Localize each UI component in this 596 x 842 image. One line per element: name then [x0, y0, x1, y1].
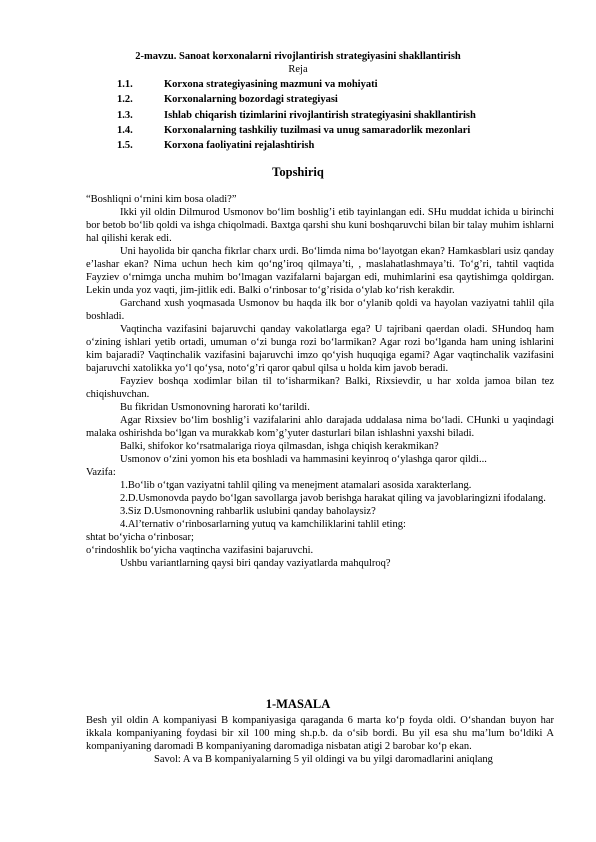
plan-list	[117, 77, 557, 153]
vazifa-label: Vazifa:	[86, 467, 116, 478]
masala-question: Savol: A va B kompaniyalarning 5 yil oldingi va bu yilgi daromadlarini aniqlang	[154, 754, 493, 765]
masala-heading: 1-MASALA	[265, 697, 331, 711]
plan-item	[117, 92, 557, 107]
task-paragraph: Vaqtincha vazifasini bajaruvchi qanday vakolatlarga ega? U tajribani qaerdan oladi. SHundoq ham o‘zining ishlari yetib ortadi, umuman o‘zi bunga rozi bo‘larmikan? Agar rozi bo‘lganda ham uning ishlarini kim bajaradi? Vaqtinchalik vazifasini bajaruvchi imzo qo‘yish huquqiga egami? Agar vaqtinchalik vazifasini bajaruvchi xatolikka yo‘l qo‘ysa, noto‘g’ri qaror qabul qilsa u holda kim javob beradi.	[86, 324, 554, 374]
plan-item-text: Korxona strategiyasining mazmuni va mohiyati	[164, 79, 378, 90]
plan-item	[117, 108, 557, 123]
closing-question: Ushbu variantlarning qaysi biri qanday vaziyatlarda mahqulroq?	[120, 558, 391, 569]
plan-item	[117, 123, 557, 138]
task-body	[86, 193, 554, 570]
plan-item-text: Korxonalarning tashkiliy tuzilmasi va unug samaradorlik mezonlari	[164, 124, 471, 136]
plan-item	[117, 138, 557, 153]
plan-item-text: Ishlab chiqarish tizimlarini rivojlantirish strategiyasini shakllantirish	[164, 109, 476, 121]
task-paragraph: Balki, shifokor ko‘rsatmalariga rioya qilmasdan, ishga chiqish kerakmikan?	[120, 441, 439, 452]
plan-item-number: 1.5.	[117, 140, 133, 152]
vazifa-item: 3.Siz D.Usmonovning rahbarlik uslubini qanday baholaysiz?	[120, 506, 376, 517]
plan-item	[117, 77, 557, 92]
masala-paragraph: Besh yil oldin A kompaniyasi B kompaniyasiga qaraganda 6 marta ko‘p foyda oldi. O‘shandan buyon har ikkala kompaniyaning foydasi bir xil 100 ming sh.p.b. da o‘sib bordi. Bu yil esa shu ma’lum bo‘ldiki A kompaniyaning daromadi B kompaniyaning daromadiga nisbatan atigi 2 barobar ko‘p ekan.	[86, 715, 554, 752]
task-paragraph: Ikki yil oldin Dilmurod Usmonov bo‘lim boshlig’i etib tayinlangan edi. SHu muddat ichida u birinchi bor betob bo‘lib qoldi va ishga chiqolmadi. Baxtga qarshi shu kuni boshqaruvchi bilan bir talay muhim ishlarni hal qilishi kerak edi.	[86, 207, 554, 244]
task-paragraph: Uni hayolida bir qancha fikrlar charx urdi. Bo‘limda nima bo‘layotgan ekan? Hamkasblari usiz qanday e’lashar ekan? Nima uchun hech kim qo‘ng’iroq qilmaya’ti, , maslahatlashmaya’ti. To‘g’ri, tahtil vaqtida Fayziev o‘rnimga uncha muhim bo‘lmagan vazifalarni bajargan edi, muhimlarini esa qaytishimga qoldirgan. Lekin unda yoz vaqti, jim-jitlik edi. Balki o‘rinbosar to‘g’risida o‘ylab ko‘rish kerakdir.	[86, 246, 554, 296]
masala-body	[86, 714, 554, 766]
vazifa-item: 1.Bo‘lib o‘tgan vaziyatni tahlil qiling va menejment atamalari asosida xarakterlang.	[120, 480, 472, 491]
task-paragraph: Bu fikridan Usmonovning harorati ko‘tarildi.	[120, 402, 310, 413]
plan-item-text: Korxonalarning bozordagi strategiyasi	[164, 94, 338, 106]
vazifa-item: 4.Al’ternativ o‘rinbosarlarning yutuq va kamchiliklarini tahlil eting:	[120, 519, 406, 530]
plan-item-number: 1.2.	[117, 94, 133, 106]
task-heading: Topshiriq	[272, 165, 324, 179]
plan-item-number: 1.1.	[117, 79, 133, 90]
task-paragraph: Usmonov o‘zini yomon his eta boshladi va hammasini keyinroq o‘ylashga qaror qildi...	[120, 454, 487, 465]
task-paragraph: Agar Rixsiev bo‘lim boshlig’i vazifalarini ahlo darajada uddalasa nima bo‘ladi. CHunki u yaqindagi malaka oshirishda bo‘lgan va murakkab kom’g’yuter dasturlari bilan ishlashni yaxshi biladi.	[86, 415, 554, 439]
task-paragraph: Garchand xush yoqmasada Usmonov bu haqda ilk bor o‘ylanib qoldi va hayolan vaziyatni tahlil qila boshladi.	[86, 298, 554, 322]
plan-label: Reja	[288, 64, 308, 75]
vazifa-item: 2.D.Usmonovda paydo bo‘lgan savollarga javob berishga harakat qiling va javoblaringizni ifodalang.	[120, 493, 546, 504]
plan-item-number: 1.3.	[117, 109, 133, 121]
task-paragraph: Fayziev boshqa xodimlar bilan til to‘isharmikan? Balki, Rixsievdir, u har xolda jamoa bilan tez chiqishuvchan.	[86, 376, 554, 400]
alternative-line: o‘rindoshlik bo‘yicha vaqtincha vazifasini bajaruvchi.	[86, 545, 314, 556]
topic-title: 2-mavzu. Sanoat korxonalarni rivojlantirish strategiyasini shakllantirish	[135, 51, 461, 62]
case-title: “Boshliqni o‘rnini kim bosa oladi?”	[86, 194, 237, 205]
alternative-line: shtat bo‘yicha o‘rinbosar;	[86, 532, 194, 543]
plan-item-number: 1.4.	[117, 124, 133, 136]
plan-item-text: Korxona faoliyatini rejalashtirish	[164, 140, 315, 152]
